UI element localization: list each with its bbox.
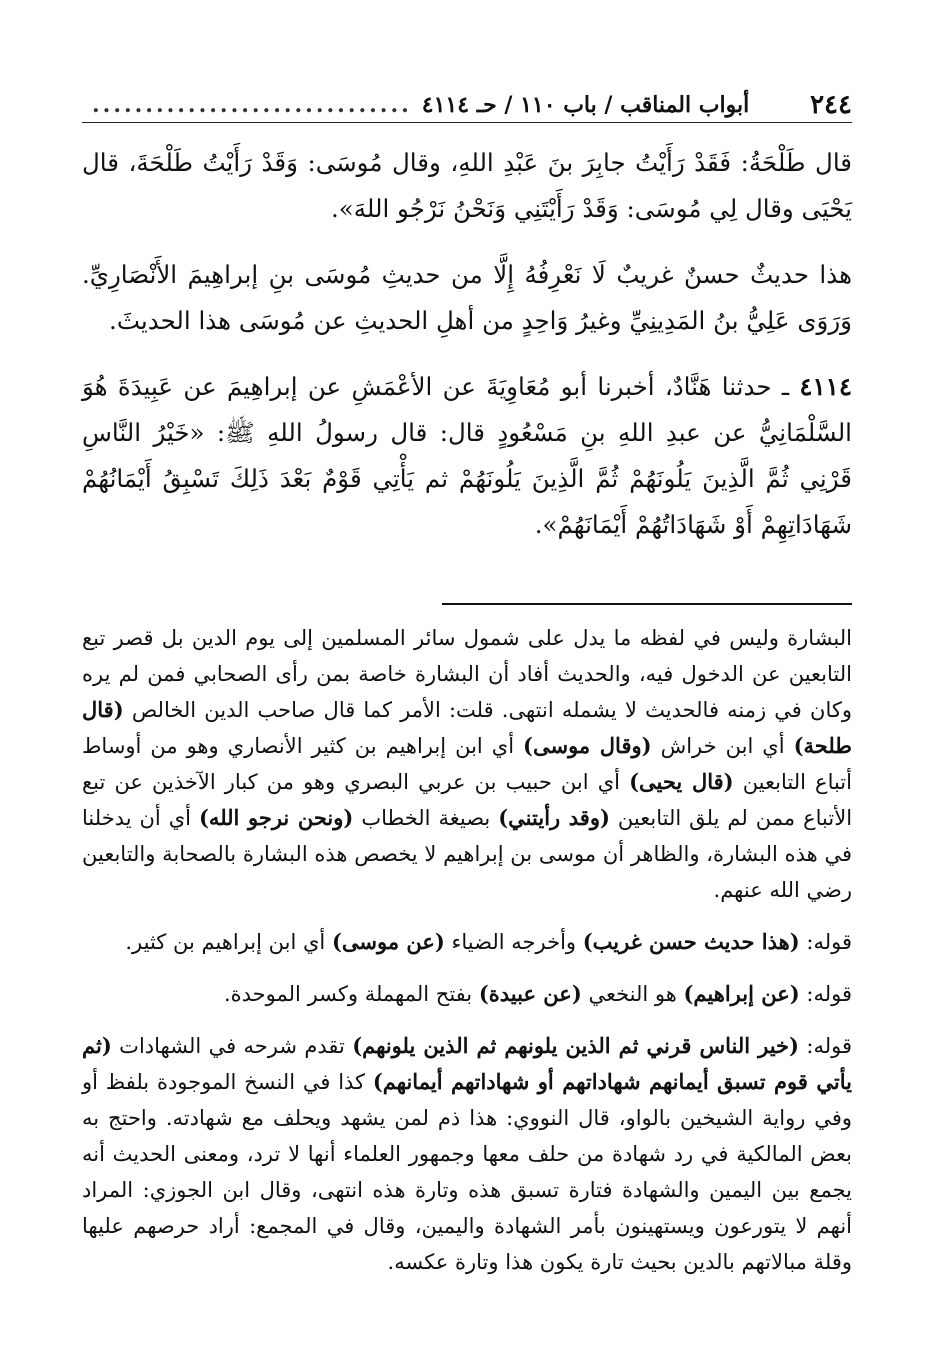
commentary-text: أي أن يدخلنا في هذه البشارة، والظاهر أن موسى بن إبراهيم لا يخصص هذه البشارة بالصحابة والتابعين رضي الله عنهم. bbox=[82, 806, 852, 902]
commentary-quote: (خير الناس قرني ثم الذين يلونهم ثم الذين يلونهم) bbox=[352, 1033, 799, 1058]
commentary-paragraph bbox=[82, 620, 852, 908]
commentary-block bbox=[82, 620, 852, 1280]
hadith-number: ٤١١٤ bbox=[799, 372, 852, 401]
commentary-text: قوله: bbox=[806, 930, 852, 954]
commentary-quote: (عن إبراهيم) bbox=[683, 981, 800, 1006]
running-header bbox=[82, 88, 852, 123]
commentary-quote: (قال طلحة) bbox=[82, 697, 852, 758]
commentary-text: بفتح المهملة وكسر الموحدة. bbox=[223, 982, 473, 1006]
commentary-paragraph bbox=[82, 924, 852, 960]
main-text-block bbox=[82, 140, 852, 548]
commentary-text: هو النخعي bbox=[588, 982, 677, 1006]
hadith-grading: هذا حديثٌ حسنٌ غريبٌ لَا نَعْرِفُهُ إِلَّا من حديثِ مُوسَى بنِ إبراهِيمَ الأَنْصَارِيِّ. وَرَوَى عَلِيُّ بنُ المَدِينِيِّ وغيرُ وَاحِدٍ من أهلِ الحديثِ عن مُوسَى هذا الحديثَ. bbox=[82, 260, 852, 335]
page-number: ٢٤٤ bbox=[810, 90, 852, 120]
commentary-quote: (وقال موسى) bbox=[523, 733, 652, 758]
hadith-continuation: قال طَلْحَةُ: فَقَدْ رَأَيْتُ جابِرَ بنَ عَبْدِ اللهِ، وقال مُوسَى: وَقَدْ رَأَيْتُ طَلْحَةَ، قال يَحْيَى وقال لِي مُوسَى: وَقَدْ رَأَيْتَنِي وَنَحْنُ نَرْجُو اللهَ». bbox=[82, 148, 852, 223]
commentary-text: أي ابن حبيب بن عربي البصري وهو من كبار الآخذين عن تبع الأتباع ممن لم يلق التابعين bbox=[82, 770, 853, 830]
commentary-text: كذا في النسخ الموجودة بلفظ أو وفي رواية الشيخين بالواو، قال النووي: هذا ذم لمن يشهد ويحلف مع شهادته. واحتج به بعض المالكية في رد شهادة من حلف معها وجمهور العلماء أنها لا ترد، ومعنى الحديث أنه يجمع بين اليمين والشهادة فتارة تسبق هذه وتارة هذه انتهى، وقال ابن الجوزي: المراد أنهم لا يتورعون ويستهينون بأمر الشهادة واليمين، وقال في المجمع: أراد حرصهم عليها وقلة مبالاتهم بالدين بحيث تارة يكون هذا وتارة عكسه. bbox=[82, 1070, 852, 1274]
commentary-paragraph bbox=[82, 1028, 852, 1280]
commentary-text: قوله: bbox=[806, 1034, 852, 1058]
commentary-text: بصيغة الخطاب bbox=[361, 806, 491, 830]
chapter-title: أبواب المناقب / باب ١١٠ / حـ ٤١١٤ bbox=[421, 92, 750, 118]
commentary-quote: (عن عبيدة) bbox=[478, 981, 582, 1006]
commentary-quote: (عن موسى) bbox=[331, 929, 445, 954]
commentary-text: البشارة وليس في لفظه ما يدل على شمول سائر المسلمين إلى يوم الدين بل قصر تبع التابعين عن الدخول فيه، والحديث أفاد أن البشارة خاصة بمن رأى الصحابي فمن لم يره وكان في زمنه فالحديث لا يشمله انتهى. قلت: الأمر كما قال صاحب الدين الخالص bbox=[82, 626, 852, 722]
commentary-text: وأخرجه الضياء bbox=[451, 930, 577, 954]
commentary-text: أي ابن خراش bbox=[660, 734, 785, 758]
commentary-quote: (هذا حديث حسن غريب) bbox=[582, 929, 800, 954]
hadith-4114 bbox=[82, 364, 852, 548]
commentary-quote: (قال يحيى) bbox=[629, 769, 734, 794]
commentary-text: تقدم شرحه في الشهادات bbox=[119, 1034, 345, 1058]
commentary-quote: (ثم يأتي قوم تسبق أيمانهم شهاداتهم أو شهاداتهم أيمانهم) bbox=[82, 1033, 852, 1094]
commentary-quote: (وقد رأيتني) bbox=[498, 805, 610, 830]
commentary-text: أي ابن إبراهيم بن كثير. bbox=[125, 930, 326, 954]
hadith-text: ـ حدثنا هَنَّادٌ، أخبرنا أبو مُعَاوِيَةَ عن الأعْمَشِ عن إبراهِيمَ عن عَبِيدَةَ هُوَ السَّلْمَانِيُّ عن عبدِ اللهِ بنِ مَسْعُودٍ قال: قال رسولُ اللهِ ﷺ: «خَيْرُ النَّاسِ قَرْنِي ثُمَّ الَّذِينَ يَلُونَهُمْ ثُمَّ الَّذِينَ يَلُونَهُمْ ثم يَأْتِي قَوْمٌ بَعْدَ ذَلِكَ تَسْبِقُ أَيْمَانُهُمْ شَهَادَاتِهِمْ أَوْ شَهَادَاتُهُمْ أَيْمَانَهُمْ». bbox=[82, 372, 852, 539]
footnote-divider bbox=[442, 603, 852, 605]
commentary-text: أي ابن إبراهيم بن كثير الأنصاري وهو من أوساط أتباع التابعين bbox=[82, 734, 852, 794]
commentary-text: قوله: bbox=[806, 982, 852, 1006]
commentary-paragraph bbox=[82, 976, 852, 1012]
commentary-quote: (ونحن نرجو الله) bbox=[199, 805, 354, 830]
leader-dots: .............................. bbox=[92, 92, 412, 118]
